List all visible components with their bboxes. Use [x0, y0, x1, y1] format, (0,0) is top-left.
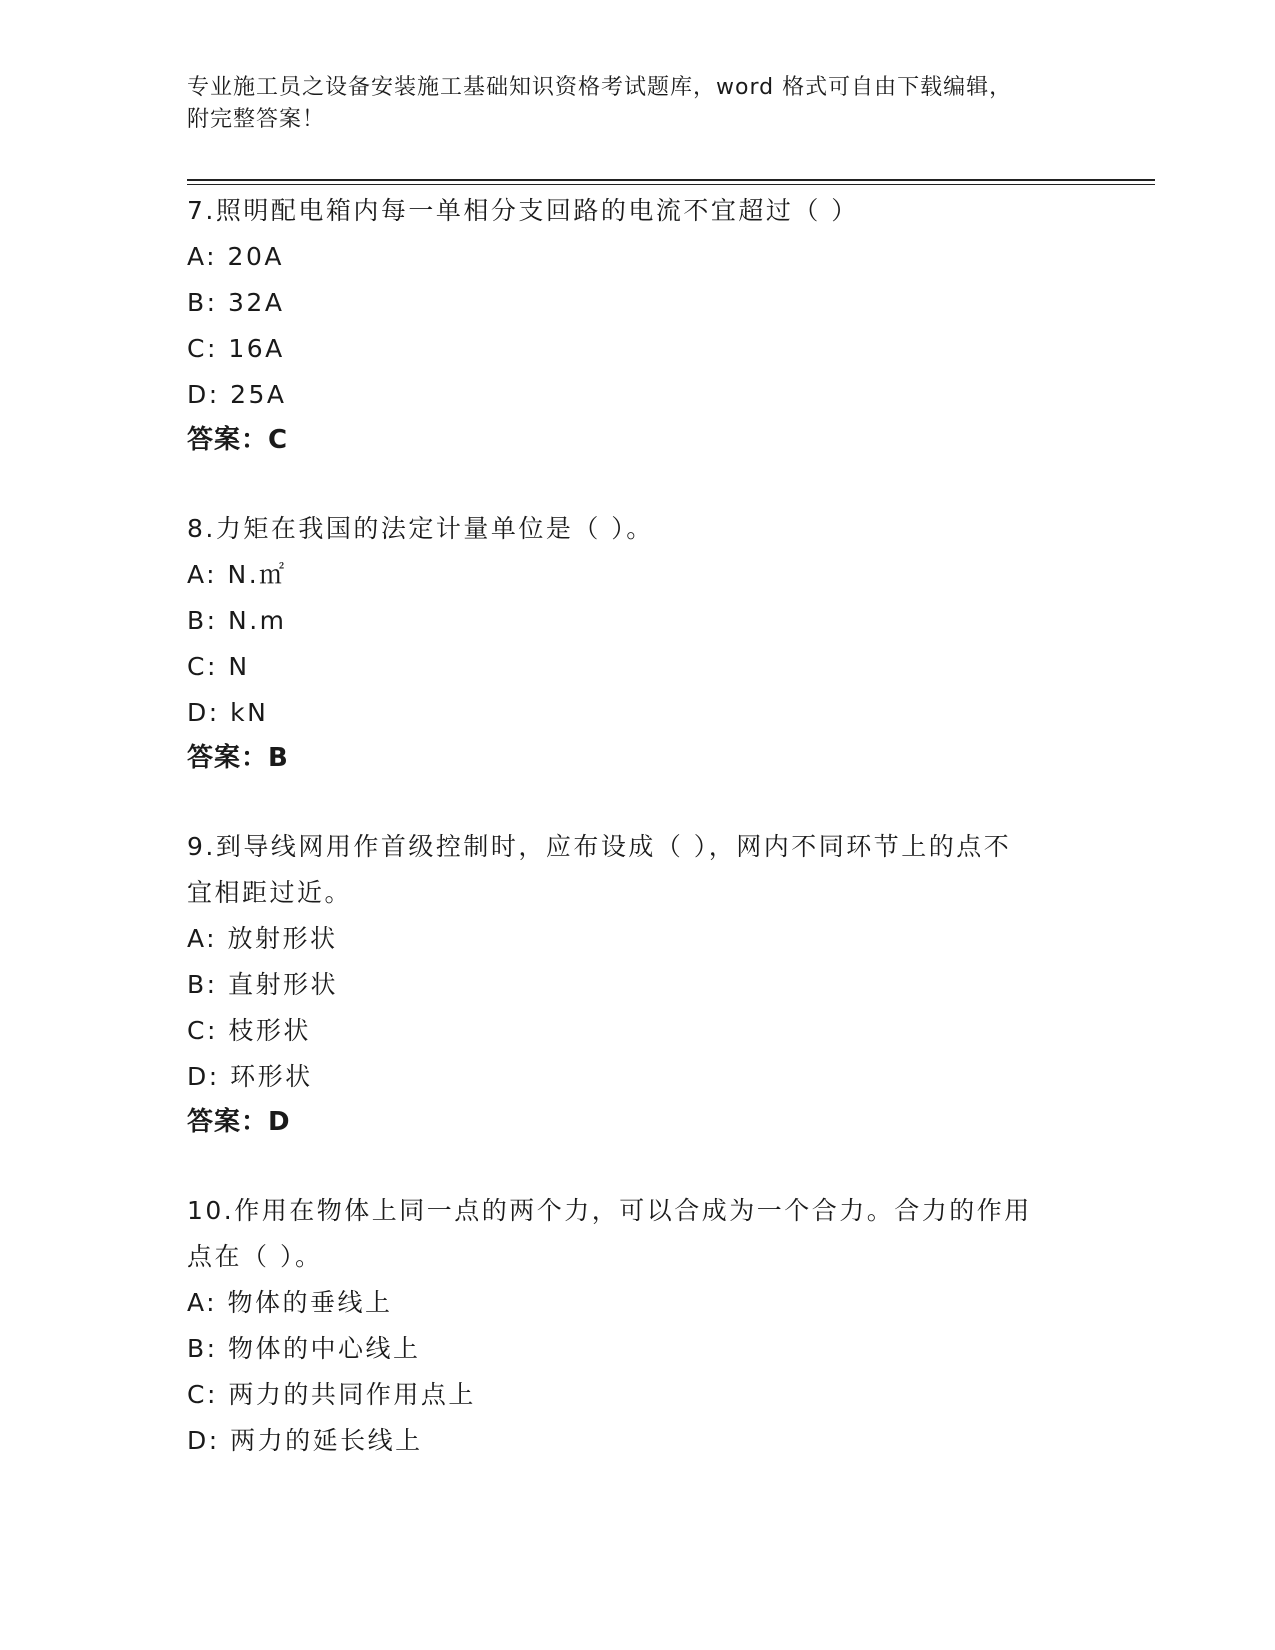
option-b: B: 直射形状	[187, 970, 339, 999]
spacer	[187, 1144, 1067, 1188]
option-b: B: 物体的中心线上	[187, 1334, 421, 1363]
option-c: C: N	[187, 652, 250, 681]
question-7	[187, 188, 1067, 462]
spacer	[187, 462, 1067, 506]
question-8	[187, 506, 1067, 780]
option-a: A: N.㎡	[187, 560, 287, 589]
question-10	[187, 1188, 1067, 1464]
option-d: D: 环形状	[187, 1062, 313, 1091]
question-stem-line-1: 10.作用在物体上同一点的两个力，可以合成为一个合力。合力的作用	[187, 1196, 1032, 1225]
header-divider-thick	[187, 179, 1155, 181]
answer-line: 答案：C	[187, 425, 289, 455]
answer-line: 答案：B	[187, 743, 289, 773]
option-c: C: 两力的共同作用点上	[187, 1380, 476, 1409]
option-d: D: 25A	[187, 380, 287, 409]
question-stem: 7.照明配电箱内每一单相分支回路的电流不宜超过（ ）	[187, 196, 859, 225]
option-d: D: kN	[187, 698, 269, 727]
option-a: A: 20A	[187, 242, 284, 271]
answer-line: 答案：D	[187, 1107, 291, 1137]
option-d: D: 两力的延长线上	[187, 1426, 423, 1455]
question-stem-line-2: 宜相距过近。	[187, 878, 353, 907]
option-a: A: 物体的垂线上	[187, 1288, 393, 1317]
option-c: C: 16A	[187, 334, 285, 363]
option-a: A: 放射形状	[187, 924, 338, 953]
question-list	[187, 188, 1067, 1464]
header-line-2: 附完整答案！	[187, 107, 326, 132]
option-c: C: 枝形状	[187, 1016, 311, 1045]
header-divider-thin	[187, 184, 1155, 185]
option-b: B: 32A	[187, 288, 285, 317]
question-stem: 8.力矩在我国的法定计量单位是（ ）。	[187, 514, 654, 543]
question-9	[187, 824, 1067, 1144]
document-header	[187, 72, 1087, 136]
question-stem-line-2: 点在（ ）。	[187, 1242, 323, 1271]
header-line-1: 专业施工员之设备安装施工基础知识资格考试题库，word 格式可自由下载编辑，	[187, 75, 1013, 100]
question-stem-line-1: 9.到导线网用作首级控制时，应布设成（ ），网内不同环节上的点不	[187, 832, 1012, 861]
spacer	[187, 780, 1067, 824]
option-b: B: N.m	[187, 606, 287, 635]
